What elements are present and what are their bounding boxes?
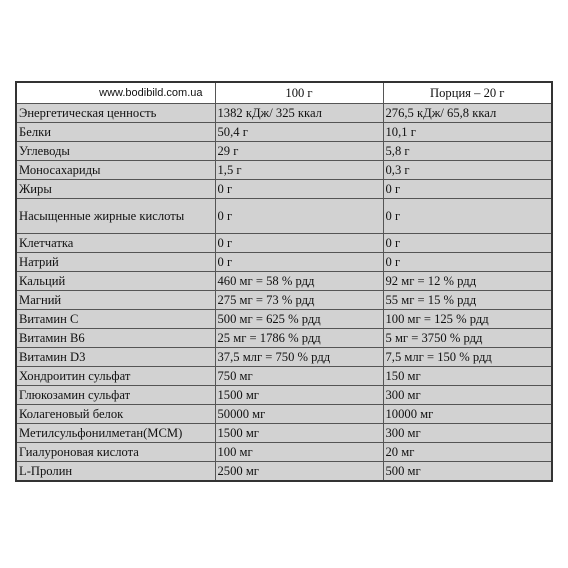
- table-header: [16, 82, 552, 104]
- nutrient-name: Углеводы: [16, 142, 215, 161]
- value-per-100g: 50000 мг: [215, 405, 383, 424]
- value-portion: 20 мг: [383, 443, 552, 462]
- value-per-100g: 1,5 г: [215, 161, 383, 180]
- nutrient-name: Магний: [16, 291, 215, 310]
- nutrient-name: Клетчатка: [16, 234, 215, 253]
- value-per-100g: 1382 кДж/ 325 ккал: [215, 104, 383, 123]
- value-per-100g: 1500 мг: [215, 424, 383, 443]
- table-row: [16, 367, 552, 386]
- table-row: [16, 142, 552, 161]
- value-per-100g: 275 мг = 73 % рдд: [215, 291, 383, 310]
- nutrient-name: Глюкозамин сульфат: [16, 386, 215, 405]
- value-portion: 55 мг = 15 % рдд: [383, 291, 552, 310]
- value-portion: 0 г: [383, 253, 552, 272]
- nutrient-name: Колагеновый белок: [16, 405, 215, 424]
- nutrition-table: [15, 81, 553, 482]
- value-portion: 10,1 г: [383, 123, 552, 142]
- nutrition-table-container: [15, 81, 551, 482]
- header-per-100g: 100 г: [215, 82, 383, 104]
- value-portion: 0 г: [383, 199, 552, 234]
- table-row: [16, 291, 552, 310]
- nutrient-name: Жиры: [16, 180, 215, 199]
- table-row: [16, 161, 552, 180]
- value-portion: 150 мг: [383, 367, 552, 386]
- value-per-100g: 0 г: [215, 199, 383, 234]
- value-portion: 100 мг = 125 % рдд: [383, 310, 552, 329]
- table-row: [16, 443, 552, 462]
- nutrient-name: Энергетическая ценность: [16, 104, 215, 123]
- value-portion: 10000 мг: [383, 405, 552, 424]
- value-portion: 276,5 кДж/ 65,8 ккал: [383, 104, 552, 123]
- nutrient-name: Насыщенные жирные кислоты: [16, 199, 215, 234]
- value-per-100g: 50,4 г: [215, 123, 383, 142]
- value-portion: 500 мг: [383, 462, 552, 482]
- site-url: www.bodibild.com.ua: [16, 82, 215, 104]
- value-portion: 300 мг: [383, 424, 552, 443]
- nutrient-name: Кальций: [16, 272, 215, 291]
- table-row: [16, 386, 552, 405]
- nutrient-name: Метилсульфонилметан(МСМ): [16, 424, 215, 443]
- value-per-100g: 29 г: [215, 142, 383, 161]
- table-row: [16, 329, 552, 348]
- nutrient-name: Витамин D3: [16, 348, 215, 367]
- table-row: [16, 199, 552, 234]
- nutrient-name: Гиалуроновая кислота: [16, 443, 215, 462]
- table-row: [16, 405, 552, 424]
- table-row: [16, 310, 552, 329]
- table-row: [16, 123, 552, 142]
- value-portion: 0 г: [383, 234, 552, 253]
- nutrient-name: Витамин В6: [16, 329, 215, 348]
- value-per-100g: 500 мг = 625 % рдд: [215, 310, 383, 329]
- value-per-100g: 460 мг = 58 % рдд: [215, 272, 383, 291]
- value-per-100g: 0 г: [215, 234, 383, 253]
- value-portion: 92 мг = 12 % рдд: [383, 272, 552, 291]
- table-row: [16, 104, 552, 123]
- table-body: [16, 104, 552, 482]
- nutrient-name: Хондроитин сульфат: [16, 367, 215, 386]
- nutrient-name: L-Пролин: [16, 462, 215, 482]
- value-per-100g: 0 г: [215, 253, 383, 272]
- header-row: [16, 82, 552, 104]
- value-portion: 5 мг = 3750 % рдд: [383, 329, 552, 348]
- nutrient-name: Моносахариды: [16, 161, 215, 180]
- value-portion: 5,8 г: [383, 142, 552, 161]
- value-portion: 7,5 млг = 150 % рдд: [383, 348, 552, 367]
- value-per-100g: 37,5 млг = 750 % рдд: [215, 348, 383, 367]
- table-row: [16, 180, 552, 199]
- table-row: [16, 272, 552, 291]
- header-portion: Порция – 20 г: [383, 82, 552, 104]
- value-per-100g: 1500 мг: [215, 386, 383, 405]
- nutrient-name: Витамин С: [16, 310, 215, 329]
- table-row: [16, 348, 552, 367]
- value-portion: 0 г: [383, 180, 552, 199]
- value-portion: 0,3 г: [383, 161, 552, 180]
- value-per-100g: 2500 мг: [215, 462, 383, 482]
- value-per-100g: 100 мг: [215, 443, 383, 462]
- value-portion: 300 мг: [383, 386, 552, 405]
- table-row: [16, 253, 552, 272]
- table-row: [16, 462, 552, 482]
- table-row: [16, 234, 552, 253]
- value-per-100g: 750 мг: [215, 367, 383, 386]
- nutrient-name: Белки: [16, 123, 215, 142]
- table-row: [16, 424, 552, 443]
- value-per-100g: 25 мг = 1786 % рдд: [215, 329, 383, 348]
- nutrient-name: Натрий: [16, 253, 215, 272]
- value-per-100g: 0 г: [215, 180, 383, 199]
